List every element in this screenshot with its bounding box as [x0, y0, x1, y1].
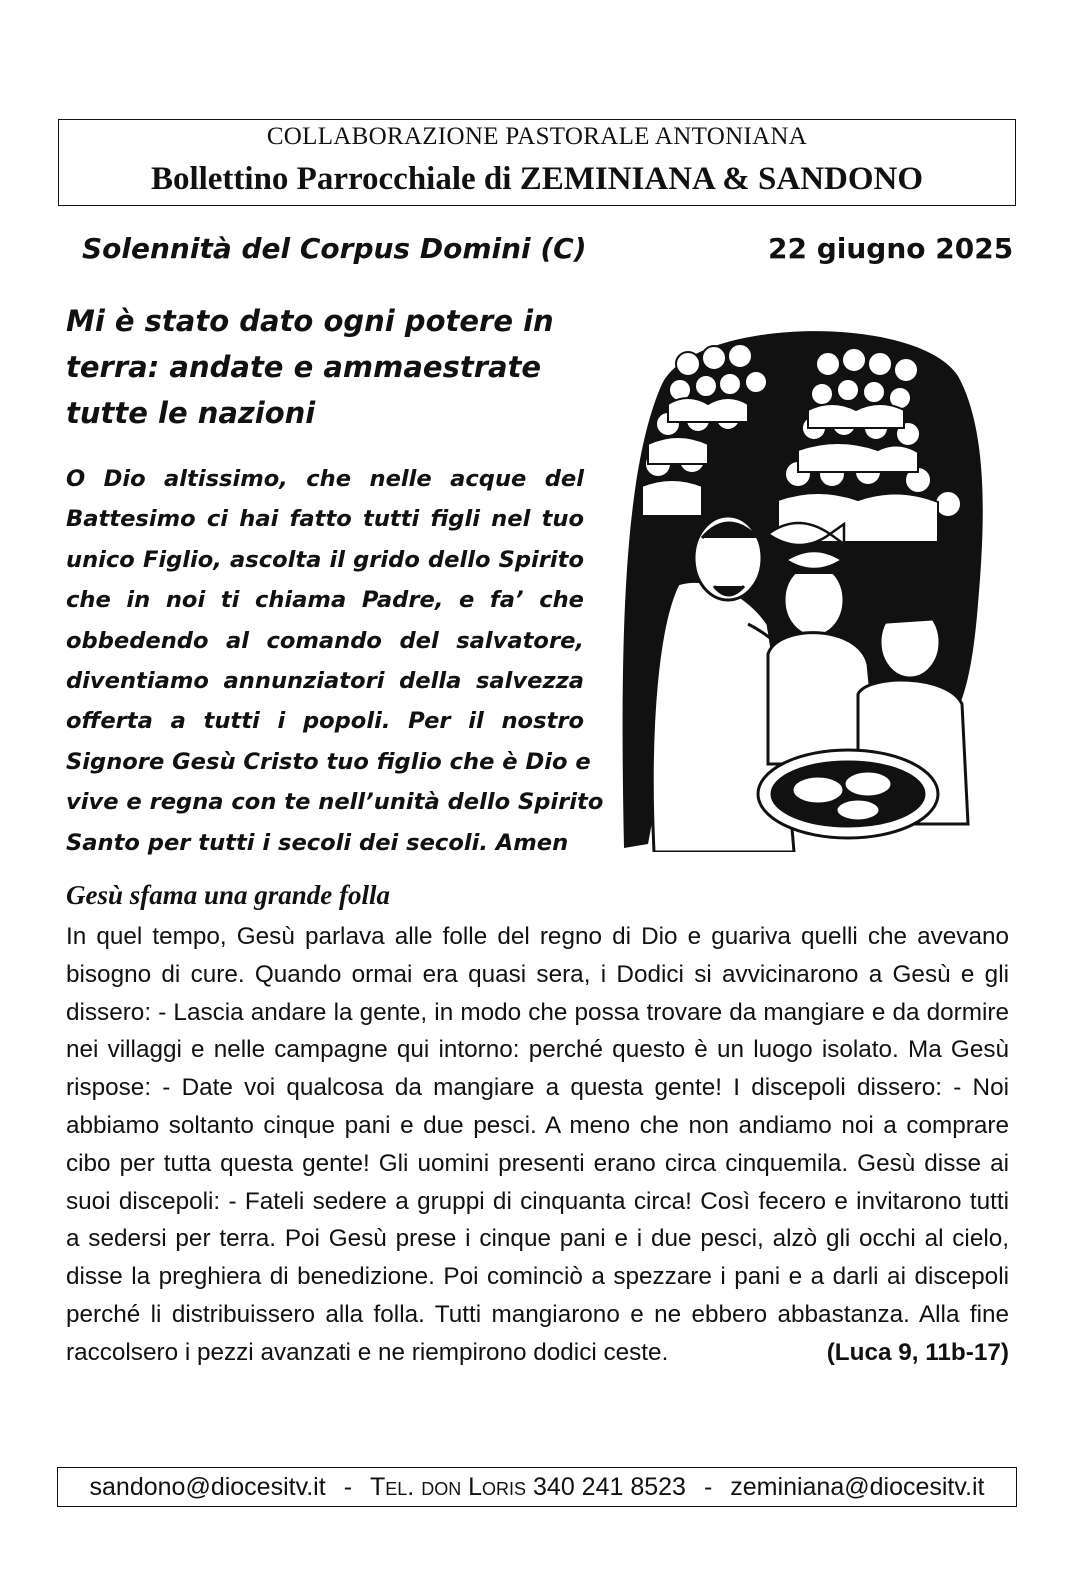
- footer-separator: -: [343, 1473, 353, 1501]
- masthead: [58, 119, 1016, 206]
- prayer-line: O Dio altissimo, che nelle acque del: [66, 466, 584, 492]
- gospel-line: bisogno di cure. Quando ormai era quasi sera, i Dodici si avvicinarono a Gesù e gli: [66, 960, 1009, 988]
- gospel-line: dissero: - Lascia andare la gente, in modo che possa trovare da mangiare e da dormire: [66, 998, 1009, 1026]
- headline-line: terra: andate e ammaestrate: [66, 350, 542, 384]
- loaves-and-fishes-illustration: [618, 324, 986, 852]
- gospel-last-line: [66, 1334, 1009, 1372]
- headline-line: Mi è stato dato ogni potere in: [66, 304, 554, 338]
- prayer-line: vive e regna con te nell’unità dello Spirito: [66, 789, 604, 816]
- email-sandono-link[interactable]: sandono@diocesitv.it: [89, 1473, 326, 1501]
- gospel-reference: (Luca 9, 11b-17): [826, 1338, 1009, 1366]
- gospel-line: cibo per tutta questa gente! Gli uomini presenti erano circa cinquemila. Gesù disse ai: [66, 1149, 1009, 1177]
- gospel-line: In quel tempo, Gesù parlava alle folle del regno di Dio e guariva quelli che avevano: [66, 923, 1009, 950]
- prayer-line: diventiamo annunziatori della salvezza: [66, 668, 584, 695]
- gospel-line: rispose: - Date voi qualcosa da mangiare a questa gente! I discepoli dissero: - Noi: [66, 1074, 1009, 1102]
- gospel-line: perché li distribuissero alla folla. Tutti mangiarono e ne ebbero abbastanza. Alla fine: [66, 1300, 1009, 1328]
- email-zeminiana-link[interactable]: zeminiana@diocesitv.it: [730, 1473, 985, 1501]
- prayer-line: Battesimo ci hai fatto tutti figli nel tuo: [66, 506, 584, 533]
- prayer-line: che in noi ti chiama Padre, e fa’ che: [66, 587, 584, 614]
- prayer-line: Signore Gesù Cristo tuo figlio che è Dio e: [66, 748, 591, 775]
- gospel-line: a sedersi per terra. Poi Gesù prese i cinque pani e i due pesci, alzò gli occhi al cielo,: [66, 1225, 1009, 1253]
- masthead-title: Bollettino Parrocchiale di ZEMINIANA & SANDONO: [150, 161, 924, 197]
- prayer-line: offerta a tutti i popoli. Per il nostro: [66, 708, 584, 735]
- gospel-text: [66, 918, 1009, 1372]
- phone-number[interactable]: 340 241 8523: [533, 1473, 686, 1501]
- gospel-title: Gesù sfama una grande folla: [66, 880, 391, 910]
- contact-footer: [57, 1467, 1017, 1507]
- gospel-line: abbiamo soltanto cinque pani e due pesci. A meno che non andiamo noi a comprare: [66, 1111, 1009, 1139]
- prayer-line: obbedendo al comando del salvatore,: [66, 627, 584, 654]
- gospel-line: raccolsero i pezzi avanzati e ne riempirono dodici ceste.: [66, 1338, 669, 1366]
- gospel-line: nei villaggi e nelle campagne qui intorno: perché questo è un luogo isolato. Ma Gesù: [66, 1036, 1009, 1064]
- headline: [66, 298, 586, 436]
- prayer-text: [66, 459, 604, 863]
- footer-separator: -: [703, 1473, 713, 1501]
- masthead-org: COLLABORAZIONE PASTORALE ANTONIANA: [266, 123, 808, 150]
- gospel-line: suoi discepoli: - Fateli sedere a gruppi di cinquanta circa! Così fecero e invitarono tutti: [66, 1187, 1009, 1215]
- headline-line: tutte le nazioni: [66, 396, 316, 430]
- bulletin-date: 22 giugno 2025: [768, 232, 1014, 265]
- prayer-line: Santo per tutti i secoli dei secoli. Amen: [66, 829, 569, 856]
- gospel-line: disse la preghiera di benedizione. Poi cominciò a spezzare i pani e a darli ai discepoli: [66, 1263, 1009, 1291]
- feast-title: Solennità del Corpus Domini (C): [82, 232, 587, 265]
- prayer-line: unico Figlio, ascolta il grido dello Spirito: [66, 546, 584, 573]
- phone-label: Tel. don Loris: [370, 1473, 527, 1501]
